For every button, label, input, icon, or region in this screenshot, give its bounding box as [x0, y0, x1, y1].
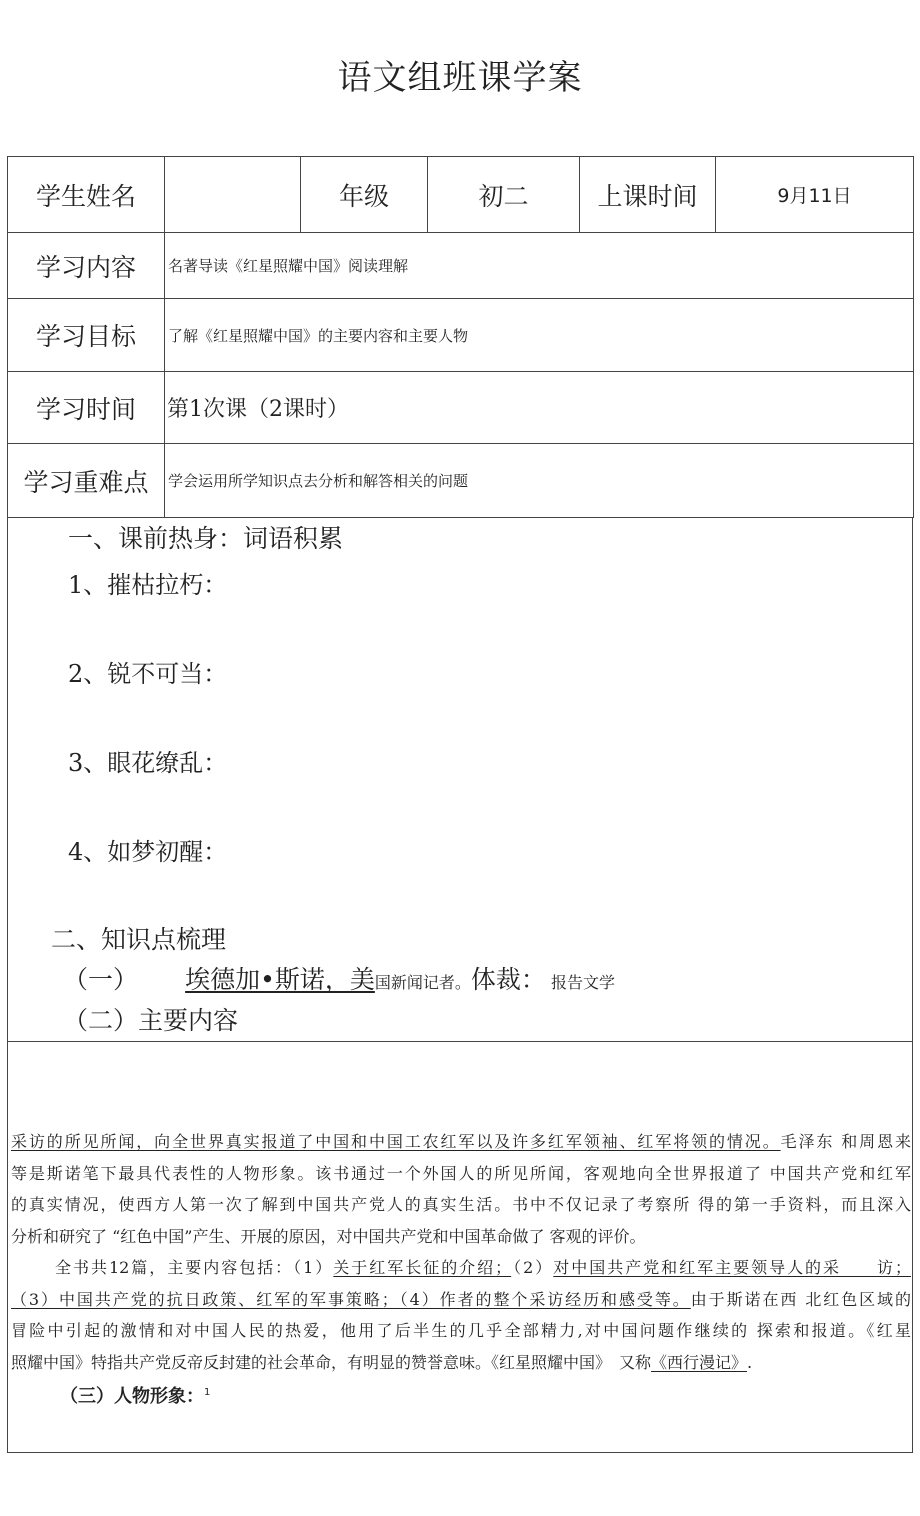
page-title: 语文组班课学案 [337, 58, 583, 98]
p2-underline-3: （3）中国共产党的抗日政策、红军的军事策略；（4）作者的整个采访经历和感受等。 [11, 1290, 691, 1309]
question-2: 2、锐不可当： [68, 660, 228, 688]
time-value: 9月11日 [716, 157, 914, 233]
alt-title: 《西行漫记》 [651, 1353, 748, 1372]
p2-line-1-b: （2） [511, 1258, 554, 1277]
section2-heading: 二、知识点梳理 [51, 925, 227, 954]
period-label: 学习时间 [8, 372, 165, 444]
p2-line-4 [11, 1347, 911, 1379]
p1-underlined: 采访的所见所闻，向全世界真实报道了中国和中国工农红军以及许多红军领袖、红军将领的情况。 [11, 1132, 781, 1151]
section3-label: （三）人物形象： [60, 1386, 204, 1407]
p2-line-4-end: . [747, 1353, 753, 1372]
p2-line-3: 冒险中引起的激情和对中国人民的热爱，他用了后半生的几乎全部精力,对中国问题作继续的 探索和报道。《红星 [11, 1321, 911, 1340]
difficulty-value: 学会运用所学知识点去分析和解答相关的问题 [165, 444, 914, 518]
genre-value: 报告文学 [550, 973, 615, 992]
p1-line-3: 的真实情况，使西方人第一次了解到中国共产党人的真实生活。书中不仅记录了考察所 得的第一手资料，而且深入 [11, 1195, 911, 1214]
p2-line-2 [11, 1284, 911, 1316]
goal-label: 学习目标 [8, 299, 165, 372]
question-1: 1、摧枯拉朽： [68, 571, 228, 599]
info-row-content [8, 233, 914, 299]
p1-line-2: 等是斯诺笔下最具代表性的人物形象。该书通过一个外国人的所见所闻，客观地向全世界报道了 中国共产党和红军 [11, 1164, 911, 1183]
p2-underline-1: 关于红军长征的介绍； [333, 1258, 512, 1277]
item2-heading: （二）主要内容 [63, 1006, 239, 1035]
p2-line-2-rest: 由于斯诺在西 北红色区域的 [690, 1290, 911, 1309]
section1-heading: 一、课前热身：词语积累 [68, 524, 344, 553]
section3-sup: 1 [204, 1387, 211, 1398]
info-row-difficulty [8, 444, 914, 518]
goal-value: 了解《红星照耀中国》的主要内容和主要人物 [165, 299, 914, 372]
content-value: 名著导读《红星照耀中国》阅读理解 [165, 233, 914, 299]
difficulty-label: 学习重难点 [8, 444, 165, 518]
question-4: 4、如梦初醒： [68, 838, 228, 866]
p2-line-1-a: 全书共12篇，主要内容包括：（1） [55, 1258, 334, 1277]
section3-heading [60, 1382, 210, 1408]
p2-underline-2: 对中国共产党和红军主要领导人的采 访； [553, 1258, 911, 1277]
p2-line-4-a: 照耀中国》特指共产党反帝反封建的社会革命，有明显的赞誉意味。《红星照耀中国》 又称 [11, 1353, 652, 1372]
student-value[interactable] [165, 157, 301, 233]
p1-line-1-rest: 毛泽东 和周恩来 [780, 1132, 911, 1151]
p1-line-4: 分析和研究了 “红色中国”产生、开展的原因，对中国共产党和中国革命做了 客观的评价。 [11, 1227, 646, 1246]
author-name: 埃德加•斯诺，美 [185, 965, 375, 994]
grade-value: 初二 [428, 157, 580, 233]
author-desc: 国新闻记者。 [374, 973, 471, 992]
question-3: 3、眼花缭乱： [68, 749, 228, 777]
info-row-goal [8, 299, 914, 372]
genre-label: 体裁： [470, 965, 546, 994]
time-label: 上课时间 [580, 157, 716, 233]
info-row-period [8, 372, 914, 444]
warmup-section [7, 517, 913, 1042]
author-line [63, 960, 615, 996]
period-value: 第1次课（2课时） [165, 372, 914, 444]
info-row-student [8, 157, 914, 233]
content-label: 学习内容 [8, 233, 165, 299]
info-table [7, 156, 914, 518]
p1-line-1 [11, 1126, 911, 1158]
p2-line-1 [55, 1252, 911, 1284]
student-label: 学生姓名 [8, 157, 165, 233]
item1-prefix: （一） [63, 965, 139, 994]
main-content-section [7, 1041, 913, 1453]
grade-label: 年级 [301, 157, 428, 233]
